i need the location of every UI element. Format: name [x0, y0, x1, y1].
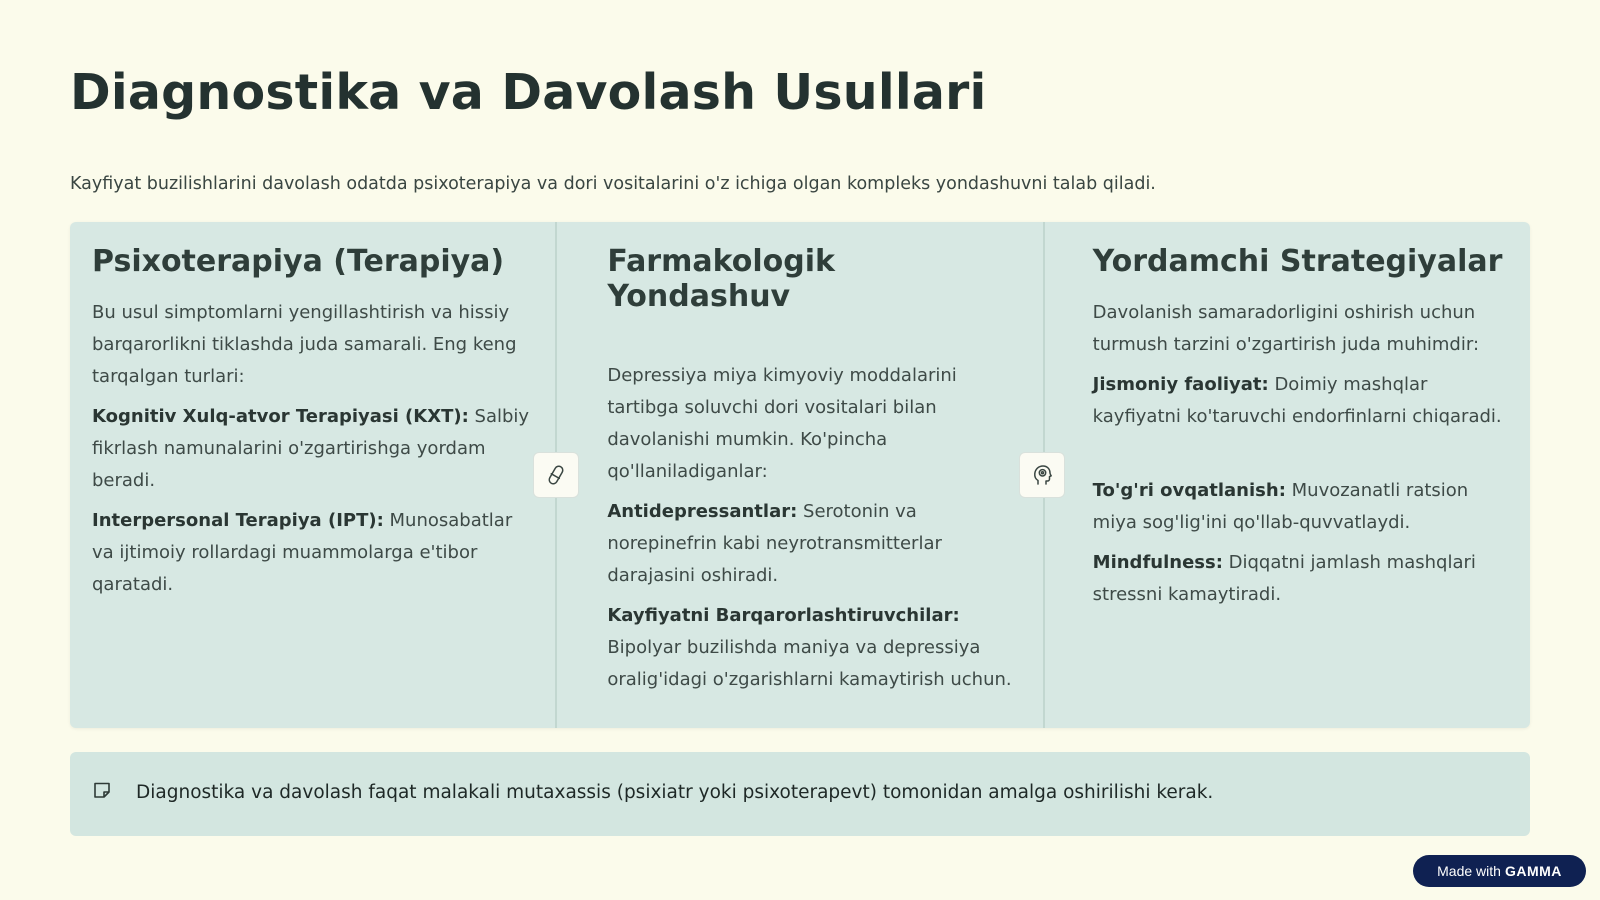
pill-icon [533, 452, 579, 498]
item-text: Salbiy fikrlash namunalarini o'zgartirishga yordam beradi. [92, 406, 530, 491]
card-item [607, 600, 1020, 696]
item-text: Bipolyar buzilishda maniya va depressiya oralig'idagi o'zgarishlarni kamaytirish uchun. [607, 637, 1012, 690]
card-item [1093, 547, 1508, 611]
cards-container [70, 222, 1530, 728]
made-with-gamma-badge[interactable] [1413, 855, 1586, 887]
page-title: Diagnostika va Davolash Usullari [70, 64, 987, 121]
item-term: Kayfiyatni Barqarorlashtiruvchilar: [607, 605, 960, 626]
card-pharmacology [555, 222, 1042, 728]
badge-prefix: Made with [1437, 863, 1501, 879]
item-term: Kognitiv Xulq-atvor Terapiyasi (KXT): [92, 406, 469, 427]
card-lead: Bu usul simptomlarni yengillashtirish va hissiy barqarorlikni tiklashda juda samarali. Eng keng tarqalgan turlari: [92, 302, 517, 387]
item-term: Antidepressantlar: [607, 501, 798, 522]
card-item [1093, 475, 1508, 539]
intro-text: Kayfiyat buzilishlarini davolash odatda psixoterapiya va dori vositalarini o'z ichiga olgan kompleks yondashuvni talab qiladi. [70, 174, 1156, 194]
gamma-logo: GAMMA [1504, 863, 1562, 879]
card-heading: Psixoterapiya (Terapiya) [92, 244, 505, 279]
item-text: Muvozanatli ratsion miya sog'lig'ini qo'llab-quvvatlaydi. [1092, 480, 1469, 533]
item-term: Mindfulness: [1092, 552, 1223, 573]
spacer [1093, 441, 1508, 475]
card-psychotherapy [70, 222, 555, 728]
item-term: To'g'ri ovqatlanish: [1092, 480, 1286, 501]
card-item [92, 401, 533, 497]
card-item [92, 505, 533, 601]
note-text: Diagnostika va davolash faqat malakali mutaxassis (psixiatr yoki psixoterapevt) tomonidan amalga oshirilishi kerak. [136, 782, 1214, 803]
item-term: Interpersonal Terapiya (IPT): [92, 510, 384, 531]
card-lead: Depressiya miya kimyoviy moddalarini tartibga soluvchi dori vositalari bilan davolanishi mumkin. Ko'pincha qo'llaniladiganlar: [607, 365, 957, 482]
card-item [1093, 369, 1508, 433]
note-callout [70, 752, 1530, 836]
item-text: Munosabatlar va ijtimoiy rollardagi muammolarga e'tibor qaratadi. [92, 510, 513, 595]
card-support-strategies [1043, 222, 1530, 728]
item-text: Serotonin va norepinefrin kabi neyrotransmitterlar darajasini oshiradi. [607, 501, 942, 586]
note-icon [92, 780, 112, 804]
card-heading: Yordamchi Strategiyalar [1092, 244, 1503, 279]
head-brain-icon [1019, 452, 1065, 498]
card-item [607, 496, 1020, 592]
item-term: Jismoniy faoliyat: [1092, 374, 1269, 395]
item-text: Doimiy mashqlar kayfiyatni ko'taruvchi endorfinlarni chiqaradi. [1092, 374, 1502, 427]
item-text: Diqqatni jamlash mashqlari stressni kamaytiradi. [1092, 552, 1476, 605]
card-heading: Farmakologik Yondashuv [607, 244, 835, 314]
card-lead: Davolanish samaradorligini oshirish uchun turmush tarzini o'zgartirish juda muhimdir: [1092, 302, 1480, 355]
